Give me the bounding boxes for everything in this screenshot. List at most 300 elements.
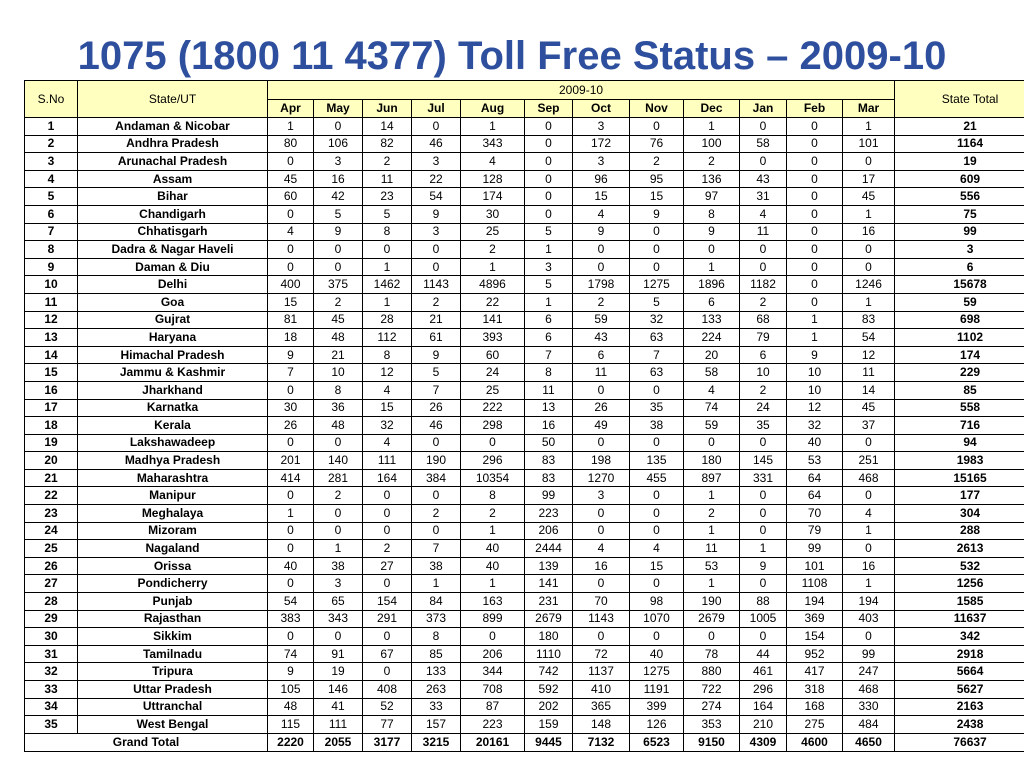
cell-month-value: 0	[573, 258, 630, 276]
cell-month-value: 0	[630, 522, 684, 540]
cell-month-value: 4	[740, 205, 787, 223]
cell-month-value: 168	[787, 698, 843, 716]
cell-month-value: 9	[412, 205, 461, 223]
header-month: Feb	[787, 100, 843, 118]
cell-state-total: 11637	[895, 610, 1024, 628]
cell-month-value: 455	[630, 469, 684, 487]
cell-state: Arunachal Pradesh	[78, 153, 268, 171]
cell-month-value: 9	[740, 557, 787, 575]
cell-sno: 3	[25, 153, 78, 171]
cell-month-value: 0	[314, 241, 363, 259]
cell-month-value: 0	[363, 575, 412, 593]
cell-month-value: 15	[363, 399, 412, 417]
page-title: 1075 (1800 11 4377) Toll Free Status – 2009-10	[77, 34, 947, 78]
cell-sno: 21	[25, 469, 78, 487]
cell-state: Lakshawadeep	[78, 434, 268, 452]
cell-month-value: 4	[573, 205, 630, 223]
cell-month-value: 0	[740, 575, 787, 593]
cell-month-value: 0	[630, 258, 684, 276]
cell-sno: 8	[25, 241, 78, 259]
cell-month-value: 0	[268, 258, 314, 276]
cell-month-value: 44	[740, 645, 787, 663]
cell-month-value: 0	[314, 522, 363, 540]
table-row	[25, 469, 1024, 487]
table-row	[25, 399, 1024, 417]
cell-month-value: 145	[740, 452, 787, 470]
cell-month-value: 1	[684, 487, 740, 505]
cell-month-value: 0	[412, 258, 461, 276]
cell-month-value: 343	[461, 135, 525, 153]
toll-free-status-table	[24, 80, 1024, 752]
table-footer	[25, 733, 1024, 751]
cell-month-value: 0	[314, 434, 363, 452]
cell-state: Chandigarh	[78, 205, 268, 223]
cell-month-value: 4	[363, 381, 412, 399]
cell-state: Jharkhand	[78, 381, 268, 399]
cell-state: Pondicherry	[78, 575, 268, 593]
cell-month-value: 1	[740, 540, 787, 558]
cell-state-total: 85	[895, 381, 1024, 399]
cell-sno: 11	[25, 293, 78, 311]
cell-month-value: 0	[412, 118, 461, 136]
cell-month-value: 0	[684, 628, 740, 646]
cell-month-value: 135	[630, 452, 684, 470]
cell-month-value: 468	[843, 469, 895, 487]
cell-month-value: 14	[363, 118, 412, 136]
grand-total-month-value: 4600	[787, 733, 843, 751]
cell-month-value: 146	[314, 681, 363, 699]
cell-month-value: 163	[461, 593, 525, 611]
cell-month-value: 128	[461, 170, 525, 188]
cell-state: Maharashtra	[78, 469, 268, 487]
cell-month-value: 54	[843, 329, 895, 347]
cell-month-value: 11	[363, 170, 412, 188]
cell-month-value: 58	[740, 135, 787, 153]
cell-state: Punjab	[78, 593, 268, 611]
cell-state: Haryana	[78, 329, 268, 347]
cell-month-value: 0	[573, 434, 630, 452]
table-row	[25, 417, 1024, 435]
cell-state-total: 558	[895, 399, 1024, 417]
table-row	[25, 293, 1024, 311]
cell-sno: 2	[25, 135, 78, 153]
table-row	[25, 311, 1024, 329]
cell-month-value: 16	[573, 557, 630, 575]
cell-month-value: 275	[787, 716, 843, 734]
cell-month-value: 0	[740, 118, 787, 136]
cell-state-total: 99	[895, 223, 1024, 241]
cell-month-value: 274	[684, 698, 740, 716]
cell-month-value: 484	[843, 716, 895, 734]
cell-month-value: 1	[268, 118, 314, 136]
cell-month-value: 81	[268, 311, 314, 329]
cell-month-value: 111	[314, 716, 363, 734]
cell-month-value: 180	[525, 628, 573, 646]
cell-month-value: 0	[268, 540, 314, 558]
cell-month-value: 4	[573, 540, 630, 558]
header-month: Jul	[412, 100, 461, 118]
header-state: State/UT	[78, 81, 268, 118]
grand-total-month-value: 2055	[314, 733, 363, 751]
cell-sno: 6	[25, 205, 78, 223]
table-row	[25, 593, 1024, 611]
cell-month-value: 6	[684, 293, 740, 311]
cell-month-value: 45	[268, 170, 314, 188]
cell-month-value: 18	[268, 329, 314, 347]
cell-month-value: 0	[630, 505, 684, 523]
cell-state-total: 1585	[895, 593, 1024, 611]
cell-month-value: 1	[684, 258, 740, 276]
header-month: Sep	[525, 100, 573, 118]
grand-total-month-value: 6523	[630, 733, 684, 751]
cell-sno: 24	[25, 522, 78, 540]
cell-month-value: 318	[787, 681, 843, 699]
cell-month-value: 1110	[525, 645, 573, 663]
cell-month-value: 0	[684, 434, 740, 452]
header-month: Dec	[684, 100, 740, 118]
cell-state-total: 1102	[895, 329, 1024, 347]
cell-month-value: 13	[525, 399, 573, 417]
cell-sno: 26	[25, 557, 78, 575]
cell-month-value: 112	[363, 329, 412, 347]
cell-month-value: 83	[525, 452, 573, 470]
cell-month-value: 95	[630, 170, 684, 188]
cell-month-value: 40	[630, 645, 684, 663]
cell-month-value: 4	[268, 223, 314, 241]
cell-month-value: 10354	[461, 469, 525, 487]
cell-month-value: 79	[740, 329, 787, 347]
cell-month-value: 1191	[630, 681, 684, 699]
cell-month-value: 251	[843, 452, 895, 470]
cell-state: Uttar Pradesh	[78, 681, 268, 699]
cell-month-value: 403	[843, 610, 895, 628]
cell-month-value: 174	[461, 188, 525, 206]
cell-state-total: 2613	[895, 540, 1024, 558]
cell-month-value: 417	[787, 663, 843, 681]
cell-state-total: 342	[895, 628, 1024, 646]
cell-state: Andhra Pradesh	[78, 135, 268, 153]
table-row	[25, 522, 1024, 540]
cell-month-value: 154	[363, 593, 412, 611]
cell-month-value: 15	[630, 188, 684, 206]
cell-month-value: 6	[525, 329, 573, 347]
cell-month-value: 1	[363, 258, 412, 276]
cell-month-value: 88	[740, 593, 787, 611]
cell-month-value: 201	[268, 452, 314, 470]
cell-month-value: 0	[630, 434, 684, 452]
cell-month-value: 83	[525, 469, 573, 487]
cell-month-value: 38	[412, 557, 461, 575]
cell-month-value: 15	[630, 557, 684, 575]
cell-month-value: 384	[412, 469, 461, 487]
cell-state: Nagaland	[78, 540, 268, 558]
cell-month-value: 3	[412, 153, 461, 171]
cell-month-value: 5	[363, 205, 412, 223]
cell-sno: 22	[25, 487, 78, 505]
table-row	[25, 698, 1024, 716]
cell-month-value: 1	[843, 522, 895, 540]
cell-month-value: 43	[573, 329, 630, 347]
cell-month-value: 16	[843, 223, 895, 241]
cell-month-value: 4	[461, 153, 525, 171]
cell-month-value: 38	[630, 417, 684, 435]
table-row	[25, 434, 1024, 452]
cell-month-value: 0	[363, 522, 412, 540]
cell-month-value: 106	[314, 135, 363, 153]
cell-state-total: 15165	[895, 469, 1024, 487]
cell-month-value: 1896	[684, 276, 740, 294]
cell-month-value: 3	[314, 575, 363, 593]
cell-month-value: 0	[525, 118, 573, 136]
cell-month-value: 72	[573, 645, 630, 663]
cell-state-total: 75	[895, 205, 1024, 223]
cell-month-value: 1137	[573, 663, 630, 681]
cell-state: Karnatka	[78, 399, 268, 417]
cell-month-value: 0	[573, 381, 630, 399]
cell-month-value: 206	[525, 522, 573, 540]
cell-sno: 7	[25, 223, 78, 241]
cell-sno: 18	[25, 417, 78, 435]
cell-month-value: 0	[268, 522, 314, 540]
cell-month-value: 0	[684, 241, 740, 259]
cell-month-value: 1143	[573, 610, 630, 628]
cell-month-value: 8	[525, 364, 573, 382]
cell-month-value: 40	[461, 540, 525, 558]
cell-month-value: 48	[268, 698, 314, 716]
table-row	[25, 575, 1024, 593]
cell-month-value: 0	[412, 522, 461, 540]
cell-month-value: 298	[461, 417, 525, 435]
cell-month-value: 19	[314, 663, 363, 681]
cell-month-value: 11	[684, 540, 740, 558]
cell-month-value: 0	[740, 153, 787, 171]
cell-month-value: 0	[573, 241, 630, 259]
cell-month-value: 12	[787, 399, 843, 417]
cell-month-value: 46	[412, 135, 461, 153]
cell-month-value: 49	[573, 417, 630, 435]
cell-month-value: 0	[740, 434, 787, 452]
cell-month-value: 45	[843, 188, 895, 206]
cell-month-value: 45	[314, 311, 363, 329]
cell-month-value: 30	[461, 205, 525, 223]
cell-month-value: 210	[740, 716, 787, 734]
cell-month-value: 7	[412, 540, 461, 558]
cell-month-value: 36	[314, 399, 363, 417]
header-month: Jan	[740, 100, 787, 118]
cell-sno: 19	[25, 434, 78, 452]
cell-month-value: 468	[843, 681, 895, 699]
cell-month-value: 97	[684, 188, 740, 206]
cell-month-value: 592	[525, 681, 573, 699]
cell-month-value: 24	[461, 364, 525, 382]
cell-month-value: 17	[843, 170, 895, 188]
cell-month-value: 2	[573, 293, 630, 311]
cell-month-value: 393	[461, 329, 525, 347]
cell-state-total: 19	[895, 153, 1024, 171]
table-header	[25, 81, 1024, 118]
cell-month-value: 0	[843, 540, 895, 558]
cell-month-value: 400	[268, 276, 314, 294]
table-body	[25, 118, 1024, 734]
cell-month-value: 0	[363, 628, 412, 646]
cell-month-value: 26	[412, 399, 461, 417]
cell-month-value: 64	[787, 487, 843, 505]
header-year: 2009-10	[268, 81, 895, 100]
cell-sno: 1	[25, 118, 78, 136]
table-row	[25, 681, 1024, 699]
cell-month-value: 70	[573, 593, 630, 611]
cell-month-value: 0	[740, 487, 787, 505]
cell-month-value: 1	[684, 575, 740, 593]
cell-month-value: 83	[843, 311, 895, 329]
cell-month-value: 8	[461, 487, 525, 505]
grand-total-month-value: 2220	[268, 733, 314, 751]
cell-month-value: 0	[843, 153, 895, 171]
cell-month-value: 2	[684, 505, 740, 523]
cell-month-value: 1	[363, 293, 412, 311]
header-sno: S.No	[25, 81, 78, 118]
cell-month-value: 0	[268, 153, 314, 171]
cell-sno: 15	[25, 364, 78, 382]
cell-month-value: 2	[461, 505, 525, 523]
cell-month-value: 8	[684, 205, 740, 223]
cell-month-value: 0	[363, 241, 412, 259]
cell-month-value: 42	[314, 188, 363, 206]
cell-month-value: 0	[630, 575, 684, 593]
cell-month-value: 0	[268, 434, 314, 452]
cell-sno: 12	[25, 311, 78, 329]
cell-month-value: 0	[412, 241, 461, 259]
cell-month-value: 222	[461, 399, 525, 417]
cell-month-value: 708	[461, 681, 525, 699]
cell-month-value: 1	[268, 505, 314, 523]
cell-month-value: 2	[363, 540, 412, 558]
cell-month-value: 0	[740, 522, 787, 540]
cell-state-total: 15678	[895, 276, 1024, 294]
cell-month-value: 180	[684, 452, 740, 470]
cell-month-value: 3	[573, 118, 630, 136]
cell-month-value: 0	[525, 170, 573, 188]
cell-month-value: 10	[787, 364, 843, 382]
header-month: Jun	[363, 100, 412, 118]
cell-month-value: 194	[787, 593, 843, 611]
cell-month-value: 148	[573, 716, 630, 734]
cell-month-value: 1	[525, 293, 573, 311]
cell-month-value: 194	[843, 593, 895, 611]
grand-total-label: Grand Total	[25, 733, 268, 751]
cell-month-value: 37	[843, 417, 895, 435]
cell-month-value: 0	[268, 575, 314, 593]
cell-month-value: 63	[630, 329, 684, 347]
table-row	[25, 188, 1024, 206]
cell-month-value: 296	[740, 681, 787, 699]
cell-month-value: 0	[787, 293, 843, 311]
cell-month-value: 0	[525, 205, 573, 223]
cell-month-value: 9	[268, 663, 314, 681]
cell-month-value: 11	[525, 381, 573, 399]
cell-sno: 30	[25, 628, 78, 646]
cell-month-value: 1	[843, 118, 895, 136]
cell-month-value: 136	[684, 170, 740, 188]
cell-month-value: 0	[630, 223, 684, 241]
cell-month-value: 105	[268, 681, 314, 699]
cell-month-value: 22	[461, 293, 525, 311]
cell-month-value: 410	[573, 681, 630, 699]
cell-month-value: 5	[630, 293, 684, 311]
cell-month-value: 33	[412, 698, 461, 716]
cell-month-value: 172	[573, 135, 630, 153]
cell-month-value: 31	[740, 188, 787, 206]
grand-total-month-value: 9445	[525, 733, 573, 751]
cell-month-value: 10	[740, 364, 787, 382]
cell-sno: 16	[25, 381, 78, 399]
cell-month-value: 1070	[630, 610, 684, 628]
cell-month-value: 2	[684, 153, 740, 171]
cell-month-value: 5	[412, 364, 461, 382]
cell-state-total: 21	[895, 118, 1024, 136]
cell-month-value: 111	[363, 452, 412, 470]
grand-total-month-value: 9150	[684, 733, 740, 751]
cell-month-value: 1	[684, 118, 740, 136]
cell-month-value: 190	[412, 452, 461, 470]
cell-month-value: 16	[314, 170, 363, 188]
cell-month-value: 263	[412, 681, 461, 699]
cell-month-value: 10	[314, 364, 363, 382]
cell-sno: 28	[25, 593, 78, 611]
cell-month-value: 54	[412, 188, 461, 206]
table-row	[25, 610, 1024, 628]
cell-month-value: 281	[314, 469, 363, 487]
cell-month-value: 99	[787, 540, 843, 558]
cell-month-value: 32	[630, 311, 684, 329]
cell-month-value: 1275	[630, 276, 684, 294]
cell-month-value: 2	[363, 153, 412, 171]
cell-month-value: 100	[684, 135, 740, 153]
cell-sno: 31	[25, 645, 78, 663]
cell-month-value: 58	[684, 364, 740, 382]
cell-month-value: 53	[684, 557, 740, 575]
cell-sno: 10	[25, 276, 78, 294]
cell-sno: 33	[25, 681, 78, 699]
cell-month-value: 46	[412, 417, 461, 435]
cell-month-value: 78	[684, 645, 740, 663]
cell-month-value: 4	[630, 540, 684, 558]
cell-state-total: 1983	[895, 452, 1024, 470]
cell-month-value: 5	[314, 205, 363, 223]
table-row	[25, 258, 1024, 276]
cell-month-value: 0	[314, 258, 363, 276]
header-month: May	[314, 100, 363, 118]
cell-month-value: 0	[630, 628, 684, 646]
cell-state: Tripura	[78, 663, 268, 681]
cell-state-total: 3	[895, 241, 1024, 259]
cell-month-value: 59	[573, 311, 630, 329]
cell-month-value: 0	[787, 223, 843, 241]
cell-month-value: 375	[314, 276, 363, 294]
cell-month-value: 41	[314, 698, 363, 716]
cell-month-value: 60	[268, 188, 314, 206]
cell-month-value: 198	[573, 452, 630, 470]
cell-month-value: 126	[630, 716, 684, 734]
cell-month-value: 84	[412, 593, 461, 611]
cell-month-value: 408	[363, 681, 412, 699]
cell-state: Himachal Pradesh	[78, 346, 268, 364]
cell-month-value: 224	[684, 329, 740, 347]
cell-month-value: 85	[412, 645, 461, 663]
cell-month-value: 16	[843, 557, 895, 575]
cell-month-value: 1	[525, 241, 573, 259]
cell-month-value: 1	[787, 311, 843, 329]
